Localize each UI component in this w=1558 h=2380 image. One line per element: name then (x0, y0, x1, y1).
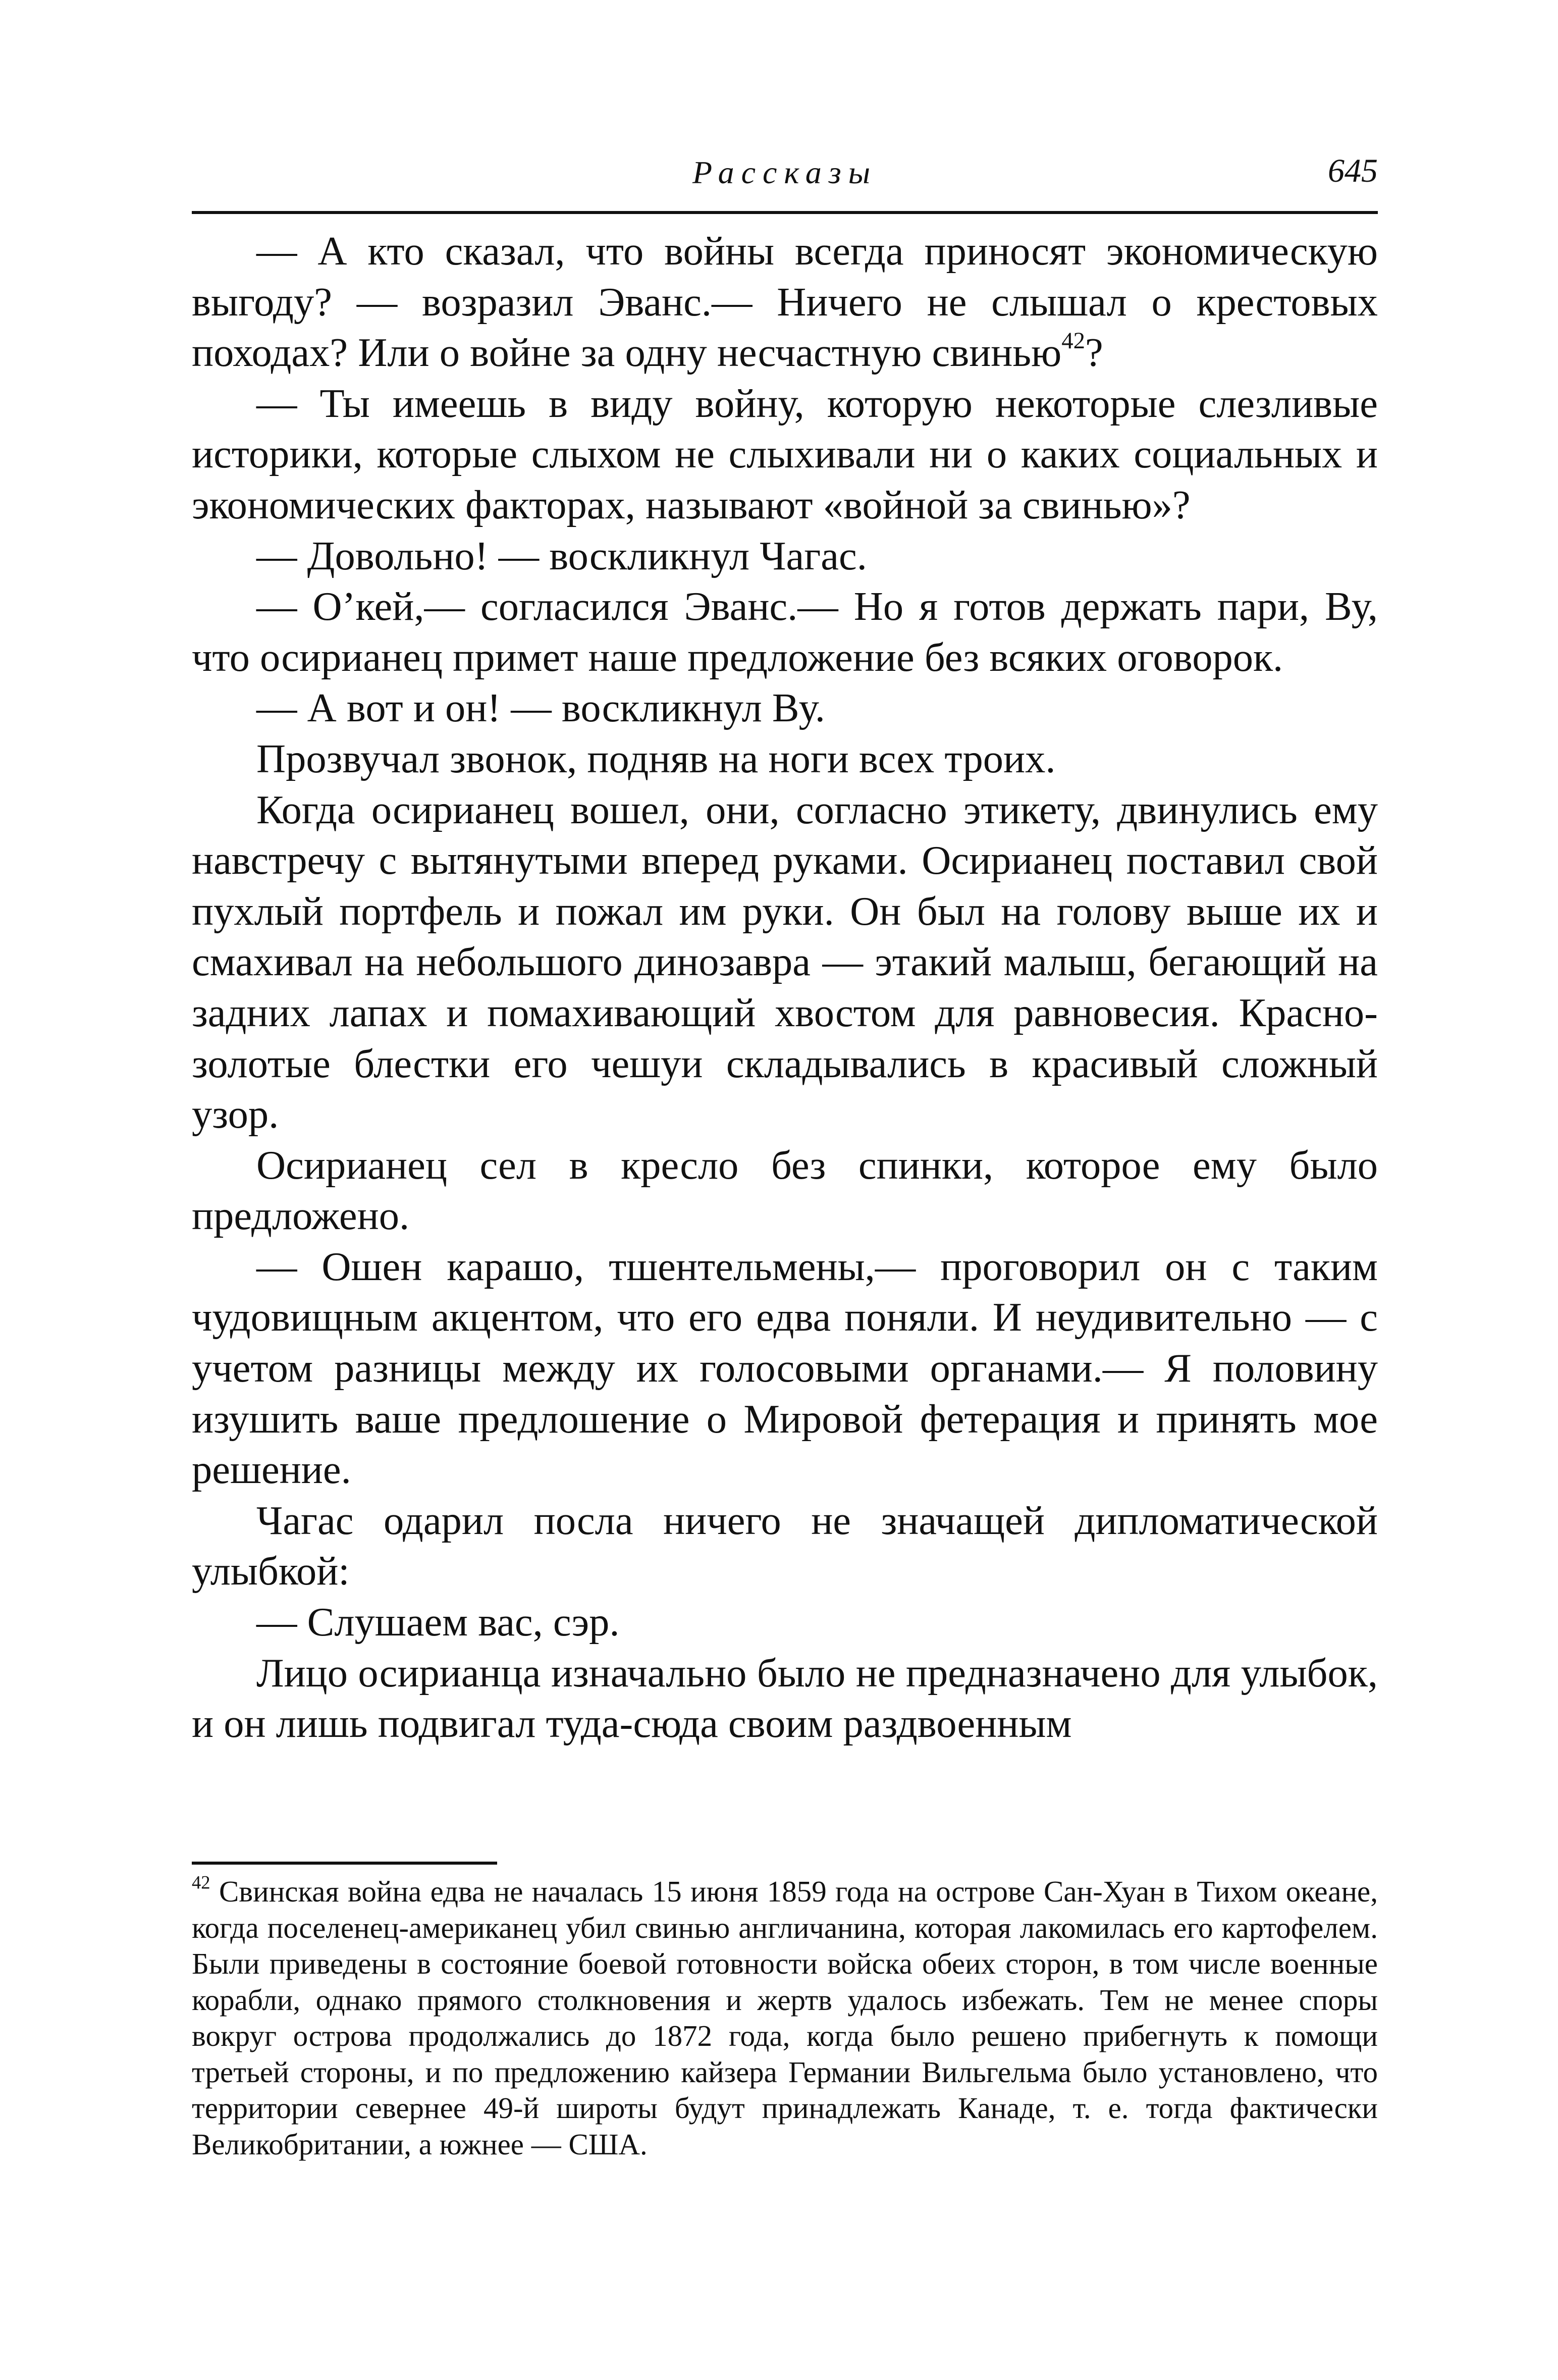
paragraph: Когда осирианец вошел, они, согласно этикету, двинулись ему навстречу с вытянутыми вперед руками. Осирианец поставил свой пухлый портфель и пожал им руки. Он был на голову выше их и смахивал на небольшого динозавра — этакий малыш, бегающий на задних лапах и помахивающий хвостом для равновесия. Красно-золотые блестки его чешуи складывались в красивый сложный узор. (192, 787, 1378, 1137)
footnote-marker: 42 (192, 1872, 210, 1893)
paragraph: Лицо осирианца изначально было не предназначено для улыбок, и он лишь подвигал туда-сюда своим раздвоенным (192, 1650, 1378, 1747)
page-header (192, 154, 1378, 209)
footnote-text: Свинская война едва не началась 15 июня 1859 года на острове Сан-Хуан в Тихом океане, когда поселенец-американец убил свинью англичанина, которая лакомилась его картофелем. Были приведены в состояние боевой готовности войска обеих сторон, в том числе военные корабли, однако прямого столкновения и жертв удалось избежать. Тем не менее споры вокруг острова продолжались до 1872 года, когда было решено прибегнуть к помощи третьей стороны, и по предложению кайзера Германии Вильгельма было установлено, что территории севернее 49-й широты будут принадлежать Канаде, т. е. тогда фактически Великобритании, а южнее — США. (192, 1875, 1378, 2161)
paragraph: — Довольно! — воскликнул Чагас. (256, 533, 867, 578)
paragraph-text-end: ? (1085, 330, 1103, 376)
paragraph: — Ошен карашо, тшентельмены,— проговорил он с таким чудовищным акцентом, что его едва поняли. И неудивительно — с учетом разницы между их голосовыми органами.— Я половину изушить ваше предлошение о Мировой фетерация и принять мое решение. (192, 1244, 1378, 1493)
paragraph: Прозвучал звонок, подняв на ноги всех троих. (256, 736, 1056, 781)
paragraph: Осирианец сел в кресло без спинки, которое ему было предложено. (192, 1142, 1378, 1239)
paragraph: — О’кей,— согласился Эванс.— Но я готов держать пари, Ву, что осирианец примет наше предложение без всяких оговорок. (192, 584, 1378, 680)
paragraph (192, 226, 1378, 379)
paragraph-text: — А кто сказал, что войны всегда приносят экономическую выгоду? — возразил Эванс.— Ничего не слышал о крестовых походах? Или о войне за одну несчастную свинью (192, 229, 1378, 376)
footnote (192, 1874, 1378, 2162)
footnote-rule (192, 1862, 497, 1865)
header-rule (192, 211, 1378, 214)
footnote-reference[interactable]: 42 (1061, 328, 1085, 354)
running-title: Рассказы (692, 154, 878, 190)
paragraph: — Слушаем вас, сэр. (256, 1600, 620, 1645)
main-text (192, 226, 1378, 1750)
paragraph: — А вот и он! — воскликнул Ву. (256, 685, 825, 731)
page-number: 645 (1328, 152, 1378, 189)
paragraph: Чагас одарил посла ничего не значащей дипломатической улыбкой: (192, 1498, 1378, 1594)
paragraph: — Ты имеешь в виду войну, которую некоторые слезливые историки, которые слыхом не слыхивали ни о каких социальных и экономических факторах, называют «войной за свинью»? (192, 381, 1378, 527)
